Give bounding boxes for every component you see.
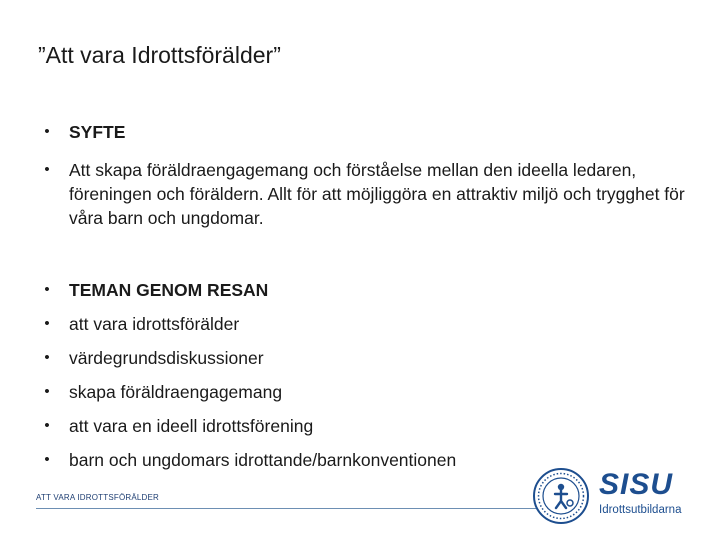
- list-item-text: skapa föräldraengagemang: [69, 382, 283, 402]
- list-item-text: TEMAN GENOM RESAN: [69, 280, 269, 300]
- list-item: [40, 414, 690, 438]
- list-item-text: SYFTE: [69, 122, 126, 142]
- list-item-text: Att skapa föräldraengagemang och förståelse mellan den ideella ledaren, föreningen och föräldern. Allt för att möjliggöra en attraktiv miljö och trygghet för våra barn och ungdomar.: [69, 160, 685, 228]
- footer-label: ATT VARA IDROTTSFÖRÄLDER: [36, 493, 160, 502]
- page-title: ”Att vara Idrottsförälder”: [38, 42, 281, 68]
- round-seal-logo-icon: [532, 467, 590, 525]
- list-item: [40, 312, 690, 336]
- list-item: [40, 346, 690, 370]
- bullet-icon: •: [44, 383, 50, 400]
- footer-divider: [36, 508, 536, 509]
- bullet-icon: •: [44, 281, 50, 298]
- list-item: [40, 278, 690, 302]
- list-item-text: att vara idrottsförälder: [69, 314, 240, 334]
- list-item-text: barn och ungdomars idrottande/barnkonventionen: [69, 450, 457, 470]
- list-item-text: värdegrundsdiskussioner: [69, 348, 264, 368]
- list-item-text: att vara en ideell idrottsförening: [69, 416, 314, 436]
- bullet-icon: •: [44, 349, 50, 366]
- list-item: [40, 380, 690, 404]
- bullet-icon: •: [44, 451, 50, 468]
- bullet-icon: •: [44, 123, 50, 140]
- bullet-list: [40, 120, 690, 472]
- bullet-icon: •: [44, 315, 50, 332]
- list-item: [40, 120, 690, 144]
- sisu-logo: [595, 468, 695, 520]
- bullet-icon: •: [44, 417, 50, 434]
- sisu-wordmark: SISU: [599, 468, 674, 501]
- bullet-icon: •: [44, 161, 50, 178]
- list-item: [40, 448, 690, 472]
- list-item: [40, 158, 690, 230]
- sisu-subtitle: Idrottsutbildarna: [599, 504, 682, 516]
